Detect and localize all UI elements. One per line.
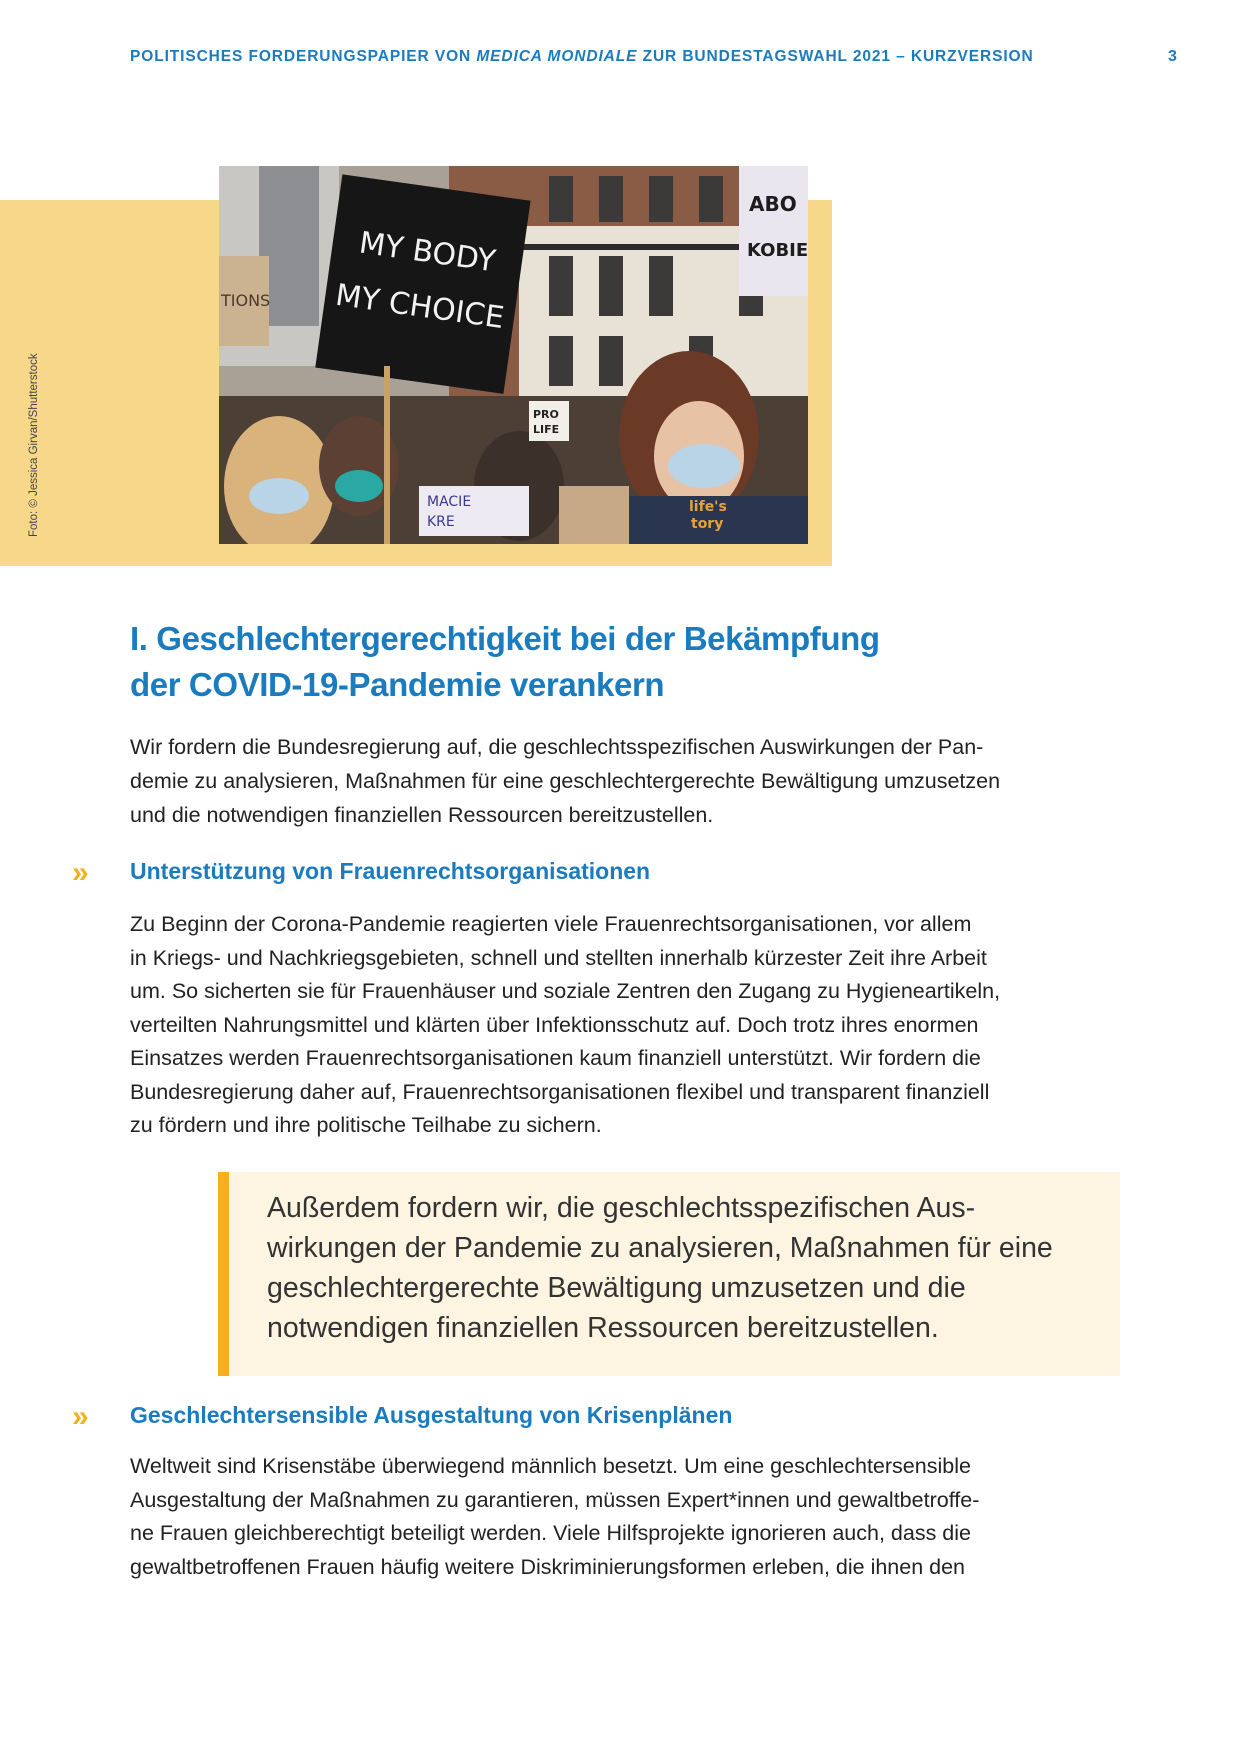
pull-quote-text xyxy=(267,1188,1107,1348)
sign-small-line2: KRE xyxy=(427,514,455,530)
section-title-line: I. Geschlechtergerechtigkeit bei der Bekämpfung xyxy=(130,620,880,657)
subsection-body-womens-rights xyxy=(130,908,1130,1143)
running-header-text-end: ZUR BUNDESTAGSWAHL 2021 – KURZVERSION xyxy=(637,48,1034,65)
sign-pro: PRO xyxy=(533,408,559,421)
body-line: verteilten Nahrungsmittel und klärten über Infektionsschutz auf. Doch trotz ihres enormen xyxy=(130,1012,979,1037)
sign-main-line1: MY BODY xyxy=(356,225,498,280)
sign-right-line1: ABO xyxy=(749,192,797,216)
subsection-body-crisis-plans xyxy=(130,1450,1130,1584)
sign-small-line1: MACIE xyxy=(427,494,472,510)
running-header xyxy=(130,48,1080,66)
chevron-right-icon: » xyxy=(72,1400,83,1433)
body-line: ne Frauen gleichberechtigt beteiligt werden. Viele Hilfsprojekte ignorieren auch, dass die xyxy=(130,1521,971,1545)
body-line: um. So sicherten sie für Frauenhäuser und soziale Zentren den Zugang zu Hygieneartikeln, xyxy=(130,979,1001,1003)
page-number: 3 xyxy=(1168,48,1177,65)
intro-paragraph xyxy=(130,730,1110,832)
subsection-heading-womens-rights: Unterstützung von Frauenrechtsorganisationen xyxy=(130,858,651,884)
sign-main-line2: MY CHOICE xyxy=(333,277,507,337)
subsection-heading-crisis-plans: Geschlechtersensible Ausgestaltung von Krisenplänen xyxy=(130,1402,733,1428)
quote-line: Außerdem fordern wir, die geschlechtsspezifischen Aus- xyxy=(267,1192,976,1224)
running-header-org: MEDICA MONDIALE xyxy=(476,48,638,65)
intro-line: demie zu analysieren, Maßnahmen für eine geschlechtergerechte Bewältigung umzusetzen xyxy=(130,769,1001,793)
body-line: Bundesregierung daher auf, Frauenrechtsorganisationen flexibel und transparent finanziell xyxy=(130,1079,990,1104)
body-line: Weltweit sind Krisenstäbe überwiegend männlich besetzt. Um eine geschlechtersensible xyxy=(130,1454,971,1478)
section-title xyxy=(130,616,1030,708)
body-line: zu fördern und ihre politische Teilhabe zu sichern. xyxy=(130,1113,602,1137)
pull-quote xyxy=(218,1172,1120,1376)
intro-line: und die notwendigen finanziellen Ressourcen bereitzustellen. xyxy=(130,803,714,827)
shirt-text-1: life's xyxy=(689,499,727,515)
shirt-text-2: tory xyxy=(691,516,724,532)
protest-photo xyxy=(219,166,808,544)
photo-credit: Foto: © Jessica Girvan/Shutterstock xyxy=(28,353,40,537)
quote-line: geschlechtergerechte Bewältigung umzusetzen und die xyxy=(267,1272,966,1304)
body-line: Einsatzes werden Frauenrechtsorganisationen kaum finanziell unterstützt. Wir fordern die xyxy=(130,1046,981,1070)
section-title-line: der COVID-19-Pandemie verankern xyxy=(130,666,665,703)
body-line: gewaltbetroffenen Frauen häufig weitere Diskriminierungsformen erleben, die ihnen den xyxy=(130,1554,966,1579)
quote-line: wirkungen der Pandemie zu analysieren, Maßnahmen für eine xyxy=(267,1232,1053,1264)
sign-right-line2: KOBIE xyxy=(747,240,808,261)
sign-life: LIFE xyxy=(533,423,560,436)
body-line: in Kriegs- und Nachkriegsgebieten, schnell und stellten innerhalb kürzester Zeit ihre Arbeit xyxy=(130,945,987,970)
sign-left-line1: TIONS xyxy=(221,291,271,310)
intro-line: Wir fordern die Bundesregierung auf, die geschlechtsspezifischen Auswirkungen der Pan- xyxy=(130,735,984,759)
body-line: Ausgestaltung der Maßnahmen zu garantieren, müssen Expert*innen und gewaltbetroffe- xyxy=(130,1487,980,1512)
chevron-right-icon: » xyxy=(72,856,83,889)
quote-line: notwendigen finanziellen Ressourcen bereitzustellen. xyxy=(267,1312,939,1344)
running-header-text: POLITISCHES FORDERUNGSPAPIER VON xyxy=(130,48,477,65)
body-line: Zu Beginn der Corona-Pandemie reagierten viele Frauenrechtsorganisationen, vor allem xyxy=(130,912,972,936)
